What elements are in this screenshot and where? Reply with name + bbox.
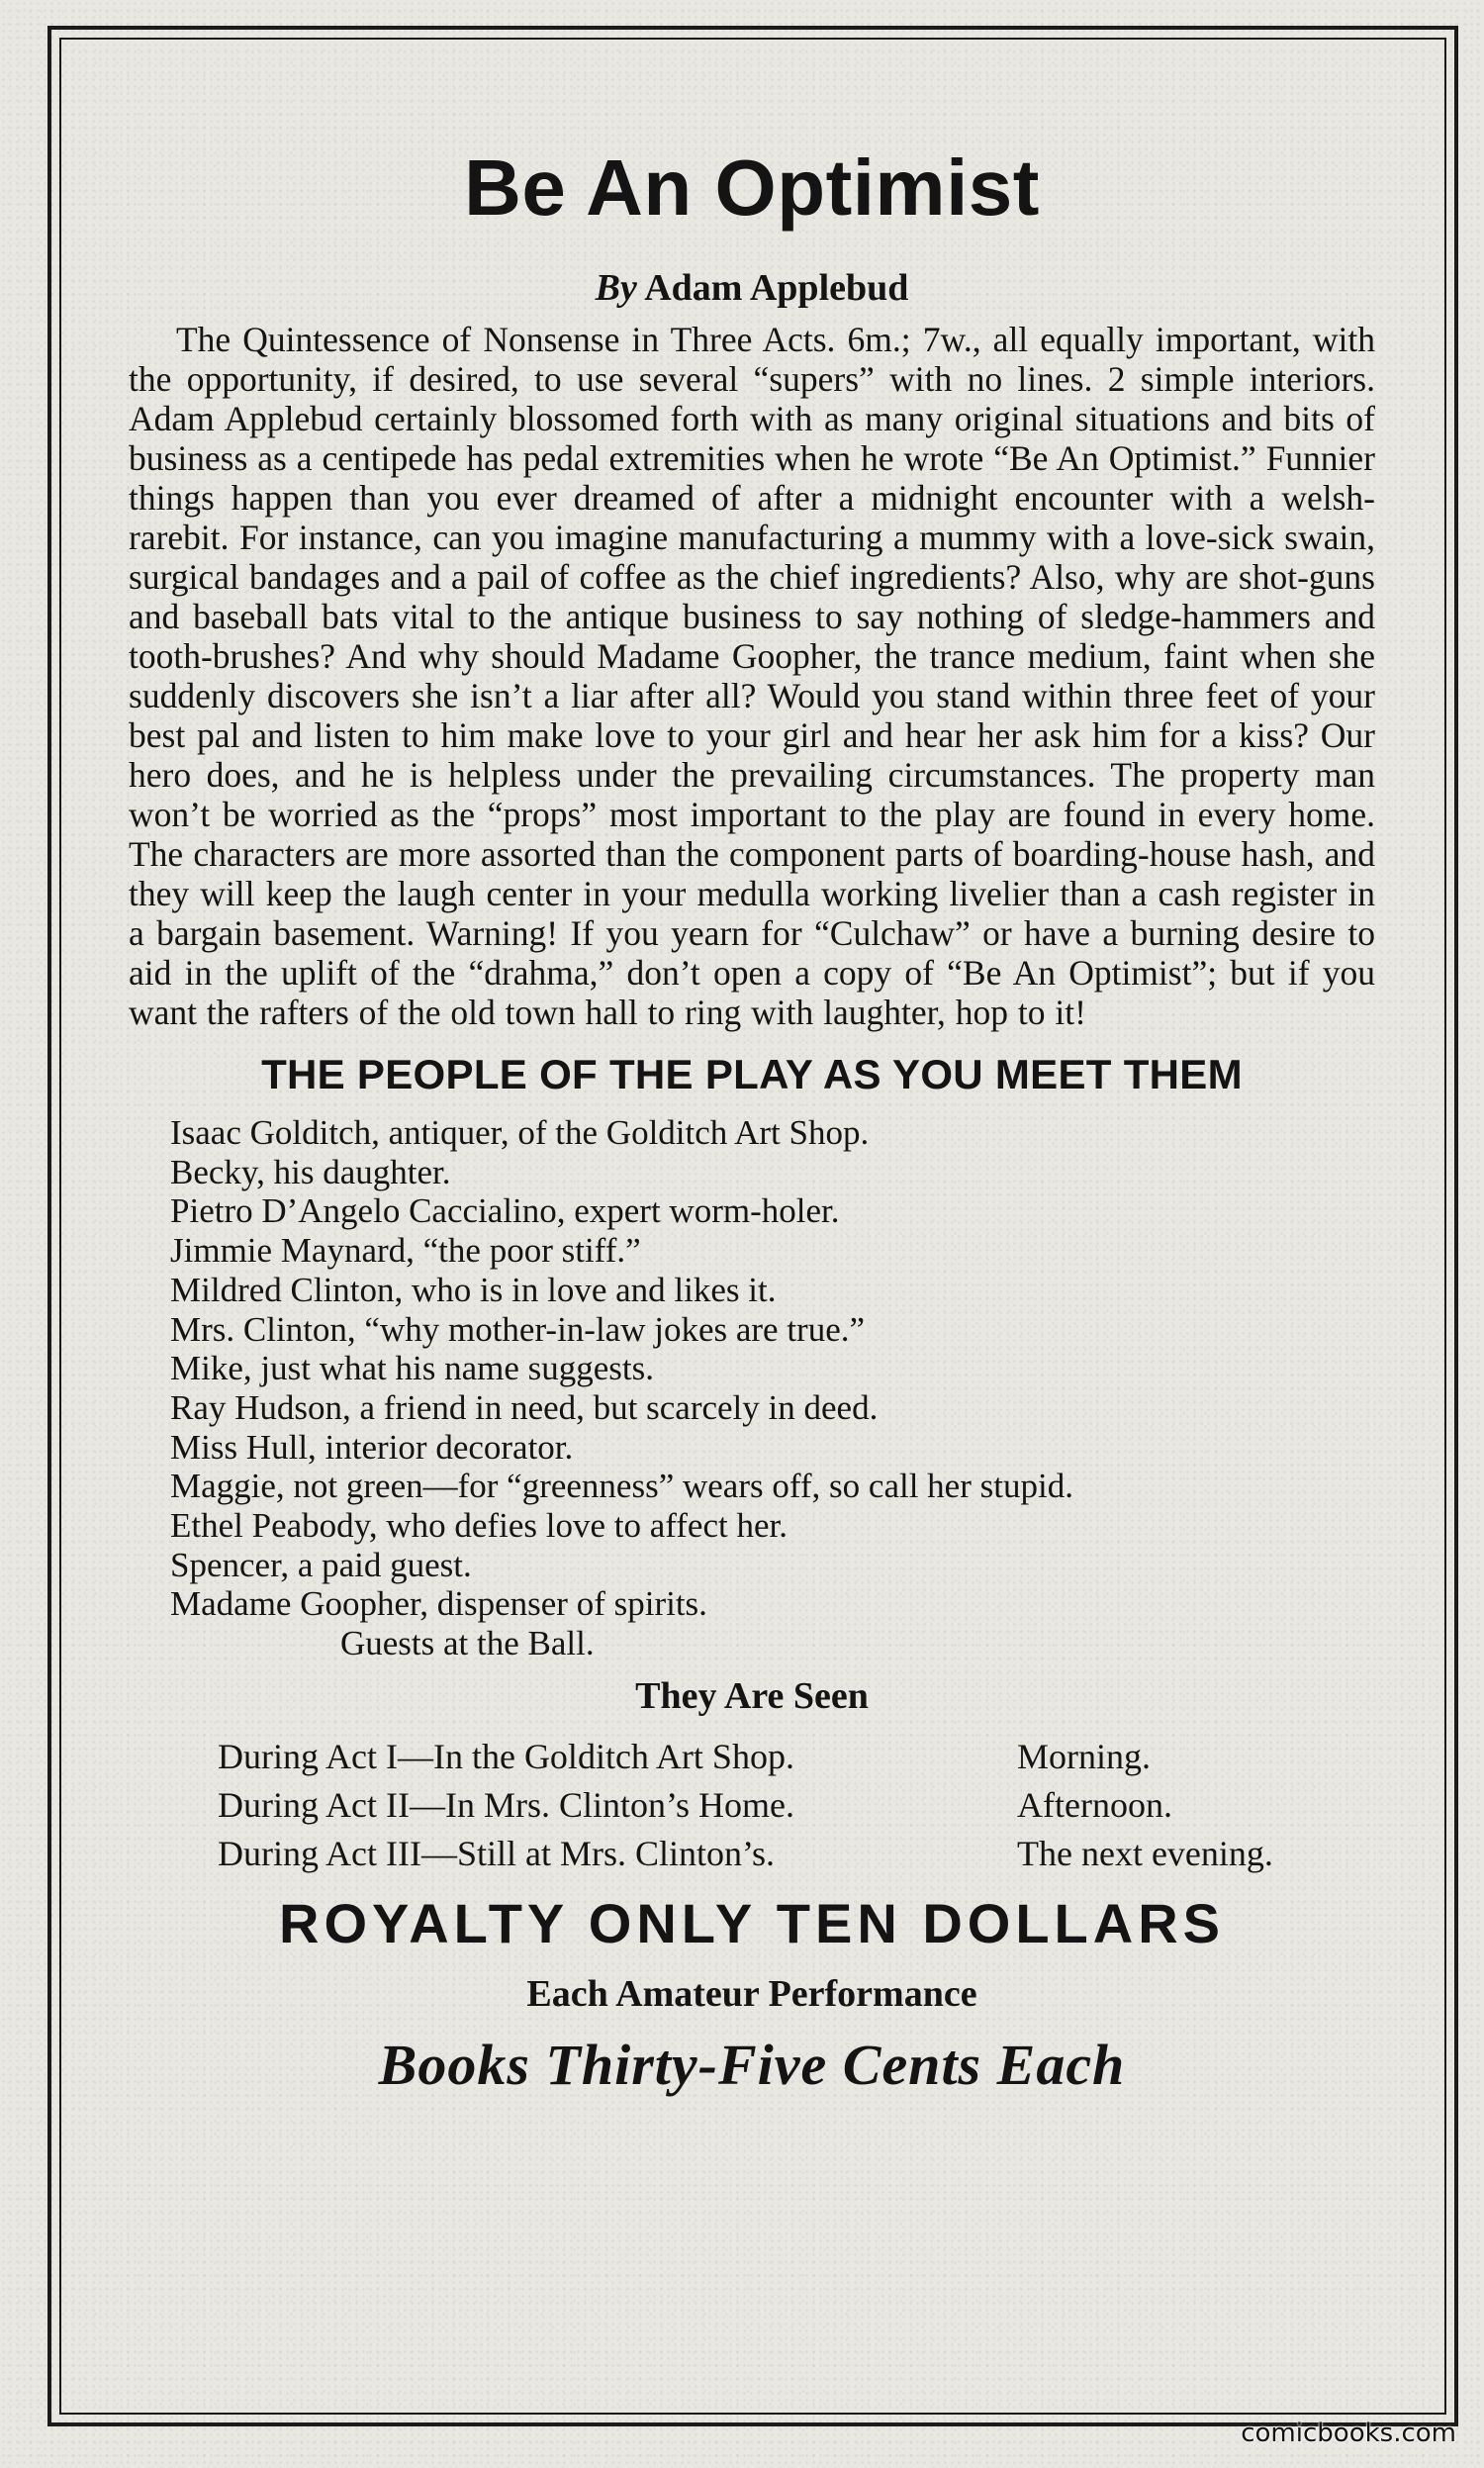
cast-item: Maggie, not green—for “greenness” wears off, so call her stupid. bbox=[170, 1467, 1073, 1506]
cast-item: Jimmie Maynard, “the poor stiff.” bbox=[170, 1231, 641, 1271]
scenes-heading: They Are Seen bbox=[635, 1674, 869, 1717]
advertisement bbox=[129, 143, 1375, 2097]
watermark: comicbooks.com bbox=[1241, 2419, 1456, 2448]
cast-item: Spencer, a paid guest. bbox=[170, 1545, 472, 1584]
play-description: The Quintessence of Nonsense in Three Acts. 6m.; 7w., all equally important, with the opportunity, if desired, to use several “supers” with no lines. 2 simple interiors. Adam Applebud certainly blossomed forth with as many original situations and bits of business as a centipede has pedal extremities when he wrote “Be An Optimist.” Funnier things happen than you ever dreamed of after a midnight encounter with a welsh-rarebit. For instance, can you imagine manufacturing a mummy with a love-sick swain, surgical bandages and a pail of coffee as the chief ingredients? Also, why are shot-guns and baseball bats vital to the antique business to say nothing of sledge-hammers and tooth-brushes? And why should Madame Goopher, the trance medium, faint when she suddenly discovers she isn’t a liar after all? Would you stand within three feet of your best pal and listen to him make love to your girl and hear her ask him for a kiss? Our hero does, and he is helpless under the prevailing circumstances. The property man won’t be worried as the “props” most important to the play are found in every home. The characters are more assorted than the component parts of boarding-house hash, and they will keep the laugh center in your medulla working livelier than a cash register in a bargain basement. Warning! If you yearn for “Culchaw” or have a burning desire to aid in the uplift of the “drahma,” don’t open a copy of “Be An Optimist”; but if you want the rafters of the old town hall to ring with laughter, hop to it! bbox=[129, 320, 1375, 1032]
cast-item: Isaac Golditch, antiquer, of the Golditch Art Shop. bbox=[170, 1113, 870, 1152]
act-time: Morning. bbox=[1017, 1736, 1151, 1776]
byline-by: By bbox=[595, 267, 637, 309]
cast-item: Becky, his daughter. bbox=[170, 1152, 451, 1191]
act-place: During Act II—In Mrs. Clinton’s Home. bbox=[218, 1784, 794, 1825]
cast-item: Miss Hull, interior decorator. bbox=[170, 1427, 574, 1467]
cast-guests: Guests at the Ball. bbox=[340, 1624, 595, 1663]
act-time: The next evening. bbox=[1017, 1833, 1273, 1873]
acts-list bbox=[218, 1733, 1375, 1878]
cast-item: Ethel Peabody, who defies love to affect her. bbox=[170, 1506, 788, 1546]
cast-list bbox=[170, 1113, 1375, 1663]
cast-item: Mildred Clinton, who is in love and likes it. bbox=[170, 1270, 777, 1309]
act-place: During Act I—In the Golditch Art Shop. bbox=[218, 1736, 794, 1776]
act-row bbox=[218, 1830, 1375, 1878]
act-row bbox=[218, 1781, 1375, 1830]
cast-item: Madame Goopher, dispenser of spirits. bbox=[170, 1584, 707, 1624]
act-row bbox=[218, 1733, 1375, 1781]
performance-line: Each Amateur Performance bbox=[526, 1972, 977, 2015]
author-name: Adam Applebud bbox=[644, 267, 909, 309]
act-place: During Act III—Still at Mrs. Clinton’s. bbox=[218, 1833, 775, 1873]
cast-item: Mike, just what his name suggests. bbox=[170, 1349, 654, 1388]
cast-heading: THE PEOPLE OF THE PLAY AS YOU MEET THEM bbox=[261, 1051, 1243, 1097]
books-price-line: Books Thirty-Five Cents Each bbox=[378, 2032, 1126, 2097]
cast-item: Mrs. Clinton, “why mother-in-law jokes are true.” bbox=[170, 1309, 866, 1349]
byline bbox=[129, 269, 1375, 307]
cast-item: Pietro D’Angelo Caccialino, expert worm-holer. bbox=[170, 1191, 840, 1231]
act-time: Afternoon. bbox=[1017, 1784, 1172, 1825]
royalty-line: ROYALTY ONLY TEN DOLLARS bbox=[279, 1891, 1225, 1954]
cast-item: Ray Hudson, a friend in need, but scarcely in deed. bbox=[170, 1387, 879, 1427]
page-title: Be An Optimist bbox=[464, 143, 1040, 232]
